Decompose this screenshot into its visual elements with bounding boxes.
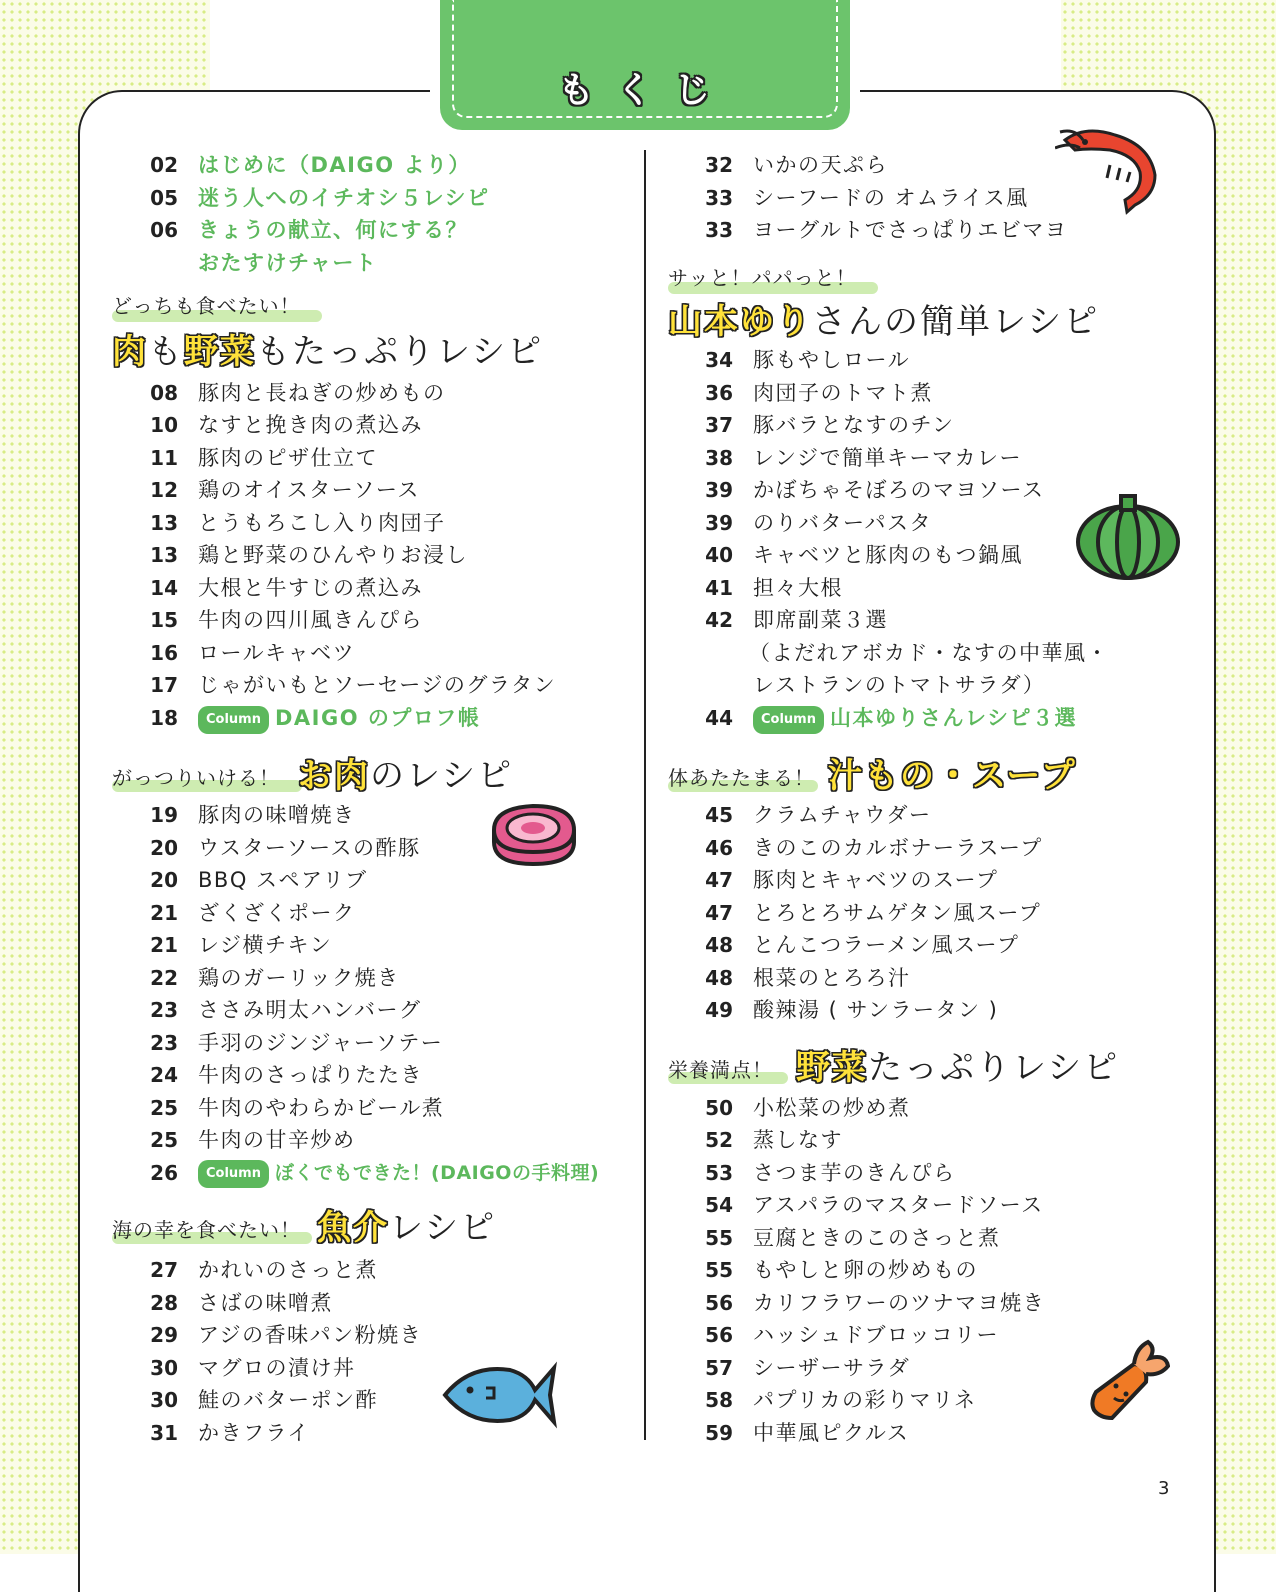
fish-icon <box>440 1360 558 1430</box>
page-title: もくじ <box>557 70 732 111</box>
carrot-icon <box>1086 1338 1170 1422</box>
column-badge: Column <box>198 706 269 734</box>
meat-icon <box>488 800 580 870</box>
pumpkin-icon <box>1072 492 1184 582</box>
shrimp-icon <box>1055 120 1165 215</box>
column-divider <box>644 150 646 1440</box>
page-number: 3 <box>1158 1478 1170 1499</box>
column-badge: Column <box>753 706 824 734</box>
title-tab <box>440 0 850 130</box>
column-badge: Column <box>198 1160 269 1188</box>
